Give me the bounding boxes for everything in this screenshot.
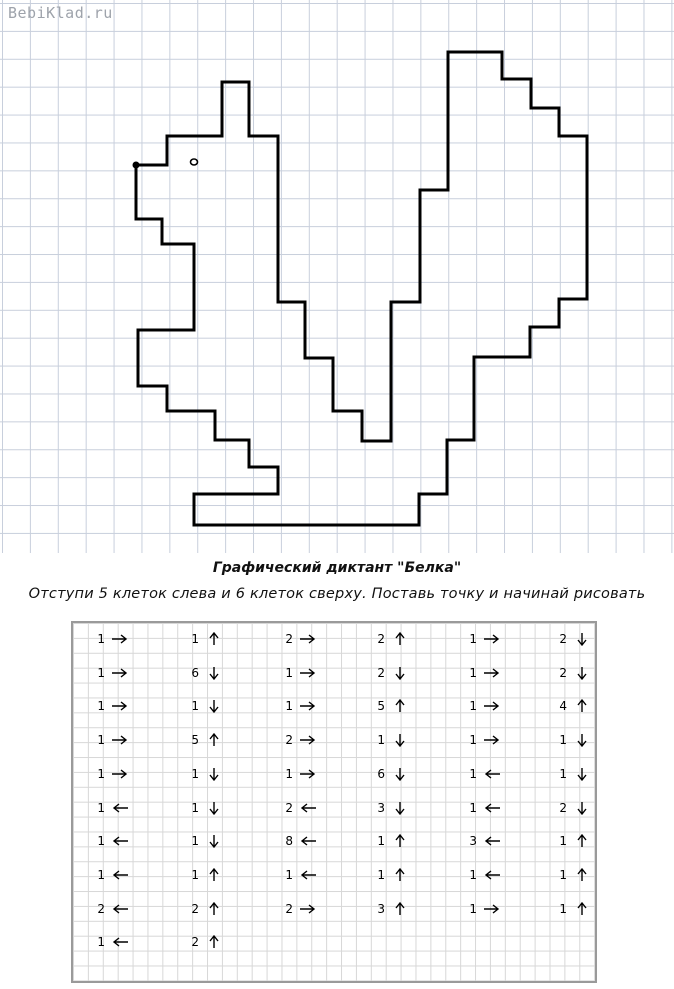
arrow-down-icon (205, 834, 223, 848)
arrow-right-icon (483, 666, 501, 680)
arrow-right-icon (111, 767, 129, 781)
arrow-down-icon (391, 666, 409, 680)
arrow-left-icon (111, 868, 129, 882)
step-count: 2 (285, 733, 293, 748)
step-count: 1 (97, 665, 105, 680)
eye-icon (191, 159, 198, 165)
arrow-up-icon (573, 868, 591, 882)
step-cell (371, 868, 409, 882)
arrow-right-icon (111, 733, 129, 747)
step-cell (463, 733, 501, 747)
step-count: 2 (377, 665, 385, 680)
step-count: 1 (559, 901, 567, 916)
arrow-left-icon (111, 834, 129, 848)
arrow-left-icon (299, 868, 317, 882)
arrow-right-icon (111, 666, 129, 680)
step-count: 1 (377, 867, 385, 882)
arrow-right-icon (483, 699, 501, 713)
arrow-left-icon (483, 801, 501, 815)
step-cell (279, 699, 317, 713)
step-cell (91, 935, 129, 949)
arrow-down-icon (205, 801, 223, 815)
arrow-down-icon (205, 699, 223, 713)
arrow-up-icon (391, 868, 409, 882)
arrow-right-icon (299, 733, 317, 747)
step-count: 1 (469, 733, 477, 748)
step-count: 4 (559, 699, 567, 714)
step-cell (279, 666, 317, 680)
step-count: 2 (377, 632, 385, 646)
arrow-up-icon (205, 632, 223, 646)
step-count: 1 (469, 901, 477, 916)
step-cell (91, 868, 129, 882)
step-count: 1 (97, 632, 105, 646)
step-cell (553, 666, 591, 680)
step-cell (185, 733, 223, 747)
step-count: 1 (469, 665, 477, 680)
step-cell (553, 868, 591, 882)
arrow-right-icon (111, 632, 129, 646)
step-count: 1 (377, 834, 385, 849)
step-count: 1 (559, 733, 567, 748)
step-cell (463, 666, 501, 680)
step-count: 3 (377, 800, 385, 815)
arrow-right-icon (299, 767, 317, 781)
arrow-right-icon (111, 699, 129, 713)
arrow-right-icon (299, 902, 317, 916)
arrow-right-icon (483, 632, 501, 646)
step-cell (553, 632, 591, 646)
arrow-right-icon (483, 733, 501, 747)
step-count: 2 (559, 665, 567, 680)
step-count: 1 (191, 766, 199, 781)
step-count: 1 (191, 867, 199, 882)
step-cell (463, 834, 501, 848)
step-cell (463, 632, 501, 646)
step-count: 1 (377, 733, 385, 748)
arrow-right-icon (299, 699, 317, 713)
step-count: 1 (285, 867, 293, 882)
arrow-left-icon (111, 935, 129, 949)
step-count: 1 (97, 699, 105, 714)
step-count: 2 (191, 901, 199, 916)
dictation-table (71, 621, 597, 983)
step-count: 1 (469, 766, 477, 781)
step-count: 1 (469, 867, 477, 882)
step-cell (553, 834, 591, 848)
step-count: 1 (191, 800, 199, 815)
step-cell (91, 767, 129, 781)
step-cell (371, 801, 409, 815)
step-count: 1 (97, 733, 105, 748)
site-watermark: BebiKlad.ru (8, 4, 113, 22)
step-cell (279, 767, 317, 781)
arrow-left-icon (111, 801, 129, 815)
step-count: 3 (377, 901, 385, 916)
step-cell (279, 868, 317, 882)
step-cell (185, 699, 223, 713)
step-cell (371, 834, 409, 848)
arrow-up-icon (205, 868, 223, 882)
step-count: 1 (469, 699, 477, 714)
step-count: 1 (191, 699, 199, 714)
arrow-left-icon (299, 801, 317, 815)
step-cell (279, 632, 317, 646)
step-count: 1 (469, 800, 477, 815)
step-cell (279, 733, 317, 747)
arrow-down-icon (573, 733, 591, 747)
step-count: 6 (377, 766, 385, 781)
step-cell (91, 632, 129, 646)
step-cell (553, 699, 591, 713)
step-cell (91, 666, 129, 680)
step-count: 1 (559, 867, 567, 882)
step-count: 1 (97, 800, 105, 815)
step-cell (91, 834, 129, 848)
step-count: 1 (191, 632, 199, 646)
step-count: 2 (285, 632, 293, 646)
arrow-down-icon (391, 801, 409, 815)
step-count: 1 (559, 766, 567, 781)
step-cell (91, 699, 129, 713)
arrow-left-icon (483, 868, 501, 882)
arrow-down-icon (573, 767, 591, 781)
step-cell (371, 666, 409, 680)
step-count: 1 (285, 766, 293, 781)
step-cell (463, 868, 501, 882)
arrow-up-icon (205, 902, 223, 916)
step-cell (463, 902, 501, 916)
step-count: 2 (191, 935, 199, 950)
step-cell (185, 767, 223, 781)
arrow-down-icon (205, 767, 223, 781)
step-count: 2 (285, 800, 293, 815)
step-cell (553, 801, 591, 815)
step-count: 2 (559, 800, 567, 815)
step-count: 1 (97, 834, 105, 849)
step-count: 5 (191, 733, 199, 748)
step-cell (279, 902, 317, 916)
step-cell (463, 767, 501, 781)
step-count: 6 (191, 665, 199, 680)
step-cell (371, 699, 409, 713)
step-count: 1 (97, 766, 105, 781)
arrow-right-icon (299, 666, 317, 680)
arrow-left-icon (483, 767, 501, 781)
step-cell (185, 902, 223, 916)
arrow-down-icon (573, 801, 591, 815)
step-cell (553, 733, 591, 747)
step-count: 1 (285, 699, 293, 714)
arrow-up-icon (391, 902, 409, 916)
arrow-left-icon (299, 834, 317, 848)
squirrel-outline (136, 52, 587, 525)
step-cell (371, 733, 409, 747)
step-cell (91, 801, 129, 815)
step-cell (185, 666, 223, 680)
step-count: 2 (285, 901, 293, 916)
step-cell (91, 902, 129, 916)
arrow-up-icon (391, 834, 409, 848)
step-count: 8 (285, 834, 293, 849)
step-count: 1 (191, 834, 199, 849)
step-cell (185, 868, 223, 882)
step-count: 2 (97, 901, 105, 916)
arrow-down-icon (205, 666, 223, 680)
step-count: 5 (377, 699, 385, 714)
step-count: 2 (559, 632, 567, 646)
arrow-left-icon (483, 834, 501, 848)
arrow-up-icon (205, 733, 223, 747)
arrow-up-icon (573, 699, 591, 713)
arrow-up-icon (205, 935, 223, 949)
step-cell (553, 902, 591, 916)
step-count: 1 (97, 867, 105, 882)
step-cell (553, 767, 591, 781)
start-dot (133, 162, 140, 169)
arrow-right-icon (483, 902, 501, 916)
arrow-down-icon (391, 767, 409, 781)
step-count: 1 (469, 632, 477, 646)
step-cell (463, 801, 501, 815)
page-title: Графический диктант "Белка" (212, 560, 462, 576)
step-cell (91, 733, 129, 747)
step-cell (279, 801, 317, 815)
arrow-up-icon (573, 902, 591, 916)
arrow-down-icon (391, 733, 409, 747)
step-cell (463, 699, 501, 713)
step-cell (185, 834, 223, 848)
step-cell (371, 632, 409, 646)
step-count: 1 (97, 935, 105, 950)
arrow-right-icon (299, 632, 317, 646)
arrow-up-icon (573, 834, 591, 848)
step-cell (185, 632, 223, 646)
step-cell (279, 834, 317, 848)
step-count: 1 (285, 665, 293, 680)
arrow-up-icon (391, 632, 409, 646)
step-count: 3 (469, 834, 477, 849)
arrow-down-icon (573, 666, 591, 680)
step-cell (371, 902, 409, 916)
arrow-down-icon (573, 632, 591, 646)
arrow-up-icon (391, 699, 409, 713)
arrow-left-icon (111, 902, 129, 916)
step-count: 1 (559, 834, 567, 849)
instruction-text: Отступи 5 клеток слева и 6 клеток сверху. Поставь точку и начинай рисовать (28, 586, 646, 602)
step-cell (185, 801, 223, 815)
step-cell (185, 935, 223, 949)
step-cell (371, 767, 409, 781)
